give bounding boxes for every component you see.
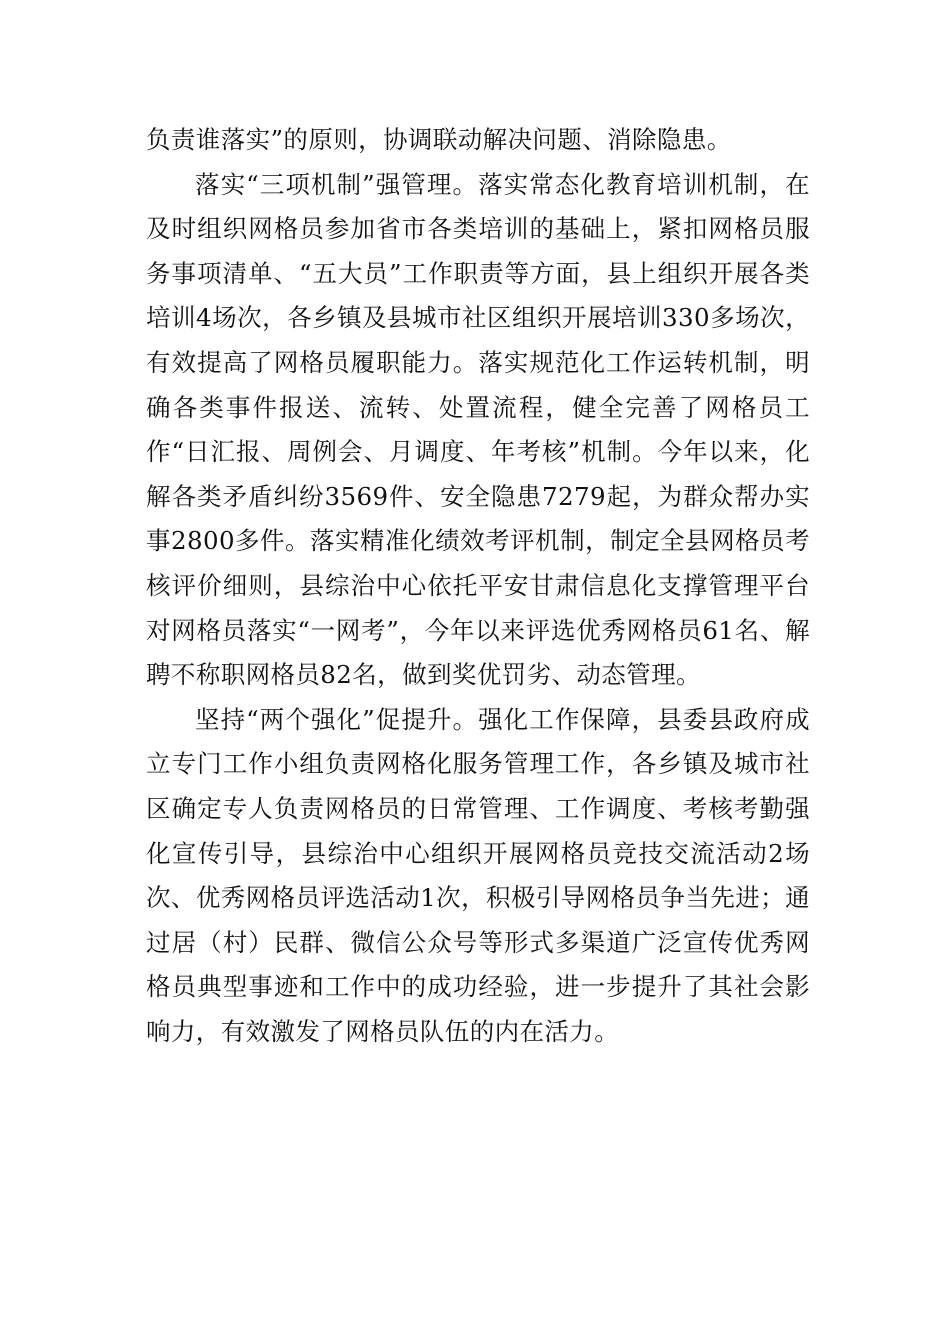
paragraph-continuation: 负责谁落实”的原则，协调联动解决问题、消除隐患。 — [146, 125, 732, 154]
paragraph-two-strengthenings: 坚持“两个强化”促提升。强化工作保障，县委县政府成立专门工作小组负责网格化服务管理工作，各乡镇及城市社区确定专人负责网格员的日常管理、工作调度、考核考勤强化宣传引导，县综治中心组织开展网格员竞技交流活动2场次、优秀网格员评选活动1次，积极引导网格员争当先进；通过居（村）民群、微信公众号等形式多渠道广泛宣传优秀网格员典型事迹和工作中的成功经验，进一步提升了其社会影响力，有效激发了网格员队伍的内在活力。 — [146, 704, 810, 1046]
paragraph-three-mechanisms: 落实“三项机制”强管理。落实常态化教育培训机制，在及时组织网格员参加省市各类培训的基础上，紧扣网格员服务事项清单、“五大员”工作职责等方面，县上组织开展各类培训4场次，各乡镇及县城市社区组织开展培训330多场次，有效提高了网格员履职能力。落实规范化工作运转机制，明确各类事件报送、流转、处置流程，健全完善了网格员工作“日汇报、周例会、月调度、年考核”机制。今年以来，化解各类矛盾纠纷3569件、安全隐患7279起，为群众帮办实事2800多件。落实精准化绩效考评机制，制定全县网格员考核评价细则，县综治中心依托平安甘肃信息化支撑管理平台对网格员落实“一网考”，今年以来评选优秀网格员61名、解聘不称职网格员82名，做到奖优罚劣、动态管理。 — [146, 169, 810, 690]
document-body — [146, 118, 810, 1054]
